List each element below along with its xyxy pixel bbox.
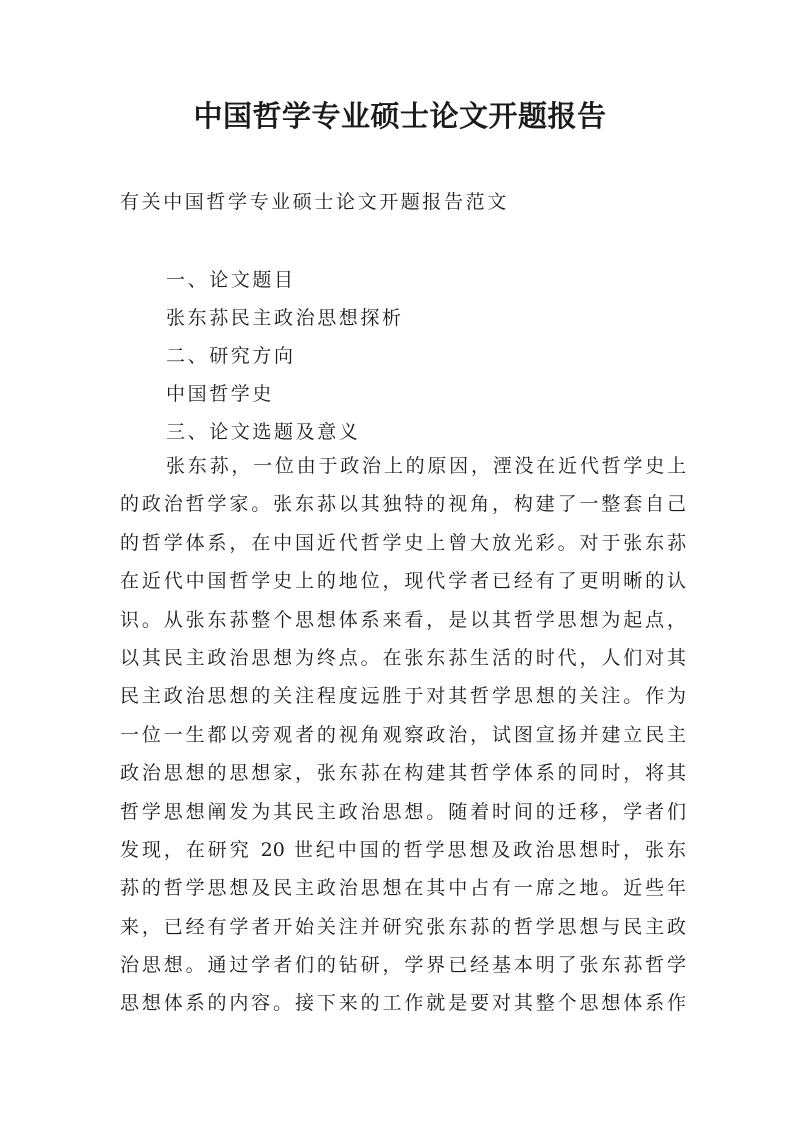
body-line: 以其民主政治思想为终点。在张东荪生活的时代，人们对其: [120, 646, 686, 669]
body-line: 政治思想的思想家，张东荪在构建其哲学体系的同时，将其: [120, 762, 686, 785]
outline-item: 三、论文选题及意义: [166, 421, 361, 443]
document-subtitle: 有关中国哲学专业硕士论文开题报告范文: [120, 191, 509, 213]
body-line: 的哲学体系，在中国近代哲学史上曾大放光彩。对于张东荪: [120, 531, 686, 554]
body-line: 治思想。通过学者们的钻研，学界已经基本明了张东荪哲学: [120, 954, 686, 977]
body-paragraph: [120, 452, 686, 1028]
body-line: 的政治哲学家。张东荪以其独特的视角，构建了一整套自己: [120, 493, 686, 516]
outline-list: [166, 266, 404, 456]
body-line: 张东荪，一位由于政治上的原因，湮没在近代哲学史上: [166, 455, 686, 477]
body-line: 来，已经有学者开始关注并研究张东荪的哲学思想与民主政: [120, 915, 686, 938]
outline-item: 张东荪民主政治思想探析: [166, 307, 404, 329]
body-line: 哲学思想阐发为其民主政治思想。随着时间的迁移，学者们: [120, 800, 686, 823]
outline-item: 一、论文题目: [166, 269, 296, 291]
body-line: 思想体系的内容。接下来的工作就是要对其整个思想体系作: [120, 992, 686, 1015]
outline-item: 二、研究方向: [166, 345, 296, 367]
document-title: 中国哲学专业硕士论文开题报告: [193, 99, 607, 133]
body-line: 一位一生都以旁观者的视角观察政治，试图宣扬并建立民主: [120, 723, 686, 746]
body-line: 识。从张东荪整个思想体系来看，是以其哲学思想为起点，: [120, 608, 686, 631]
body-line: 民主政治思想的关注程度远胜于对其哲学思想的关注。作为: [120, 685, 686, 708]
body-line: 在近代中国哲学史上的地位，现代学者已经有了更明晰的认: [120, 570, 686, 593]
body-line: 荪的哲学思想及民主政治思想在其中占有一席之地。近些年: [120, 877, 686, 900]
outline-item: 中国哲学史: [166, 383, 275, 405]
body-line: 发现，在研究 20 世纪中国的哲学思想及政治思想时，张东: [120, 838, 686, 861]
